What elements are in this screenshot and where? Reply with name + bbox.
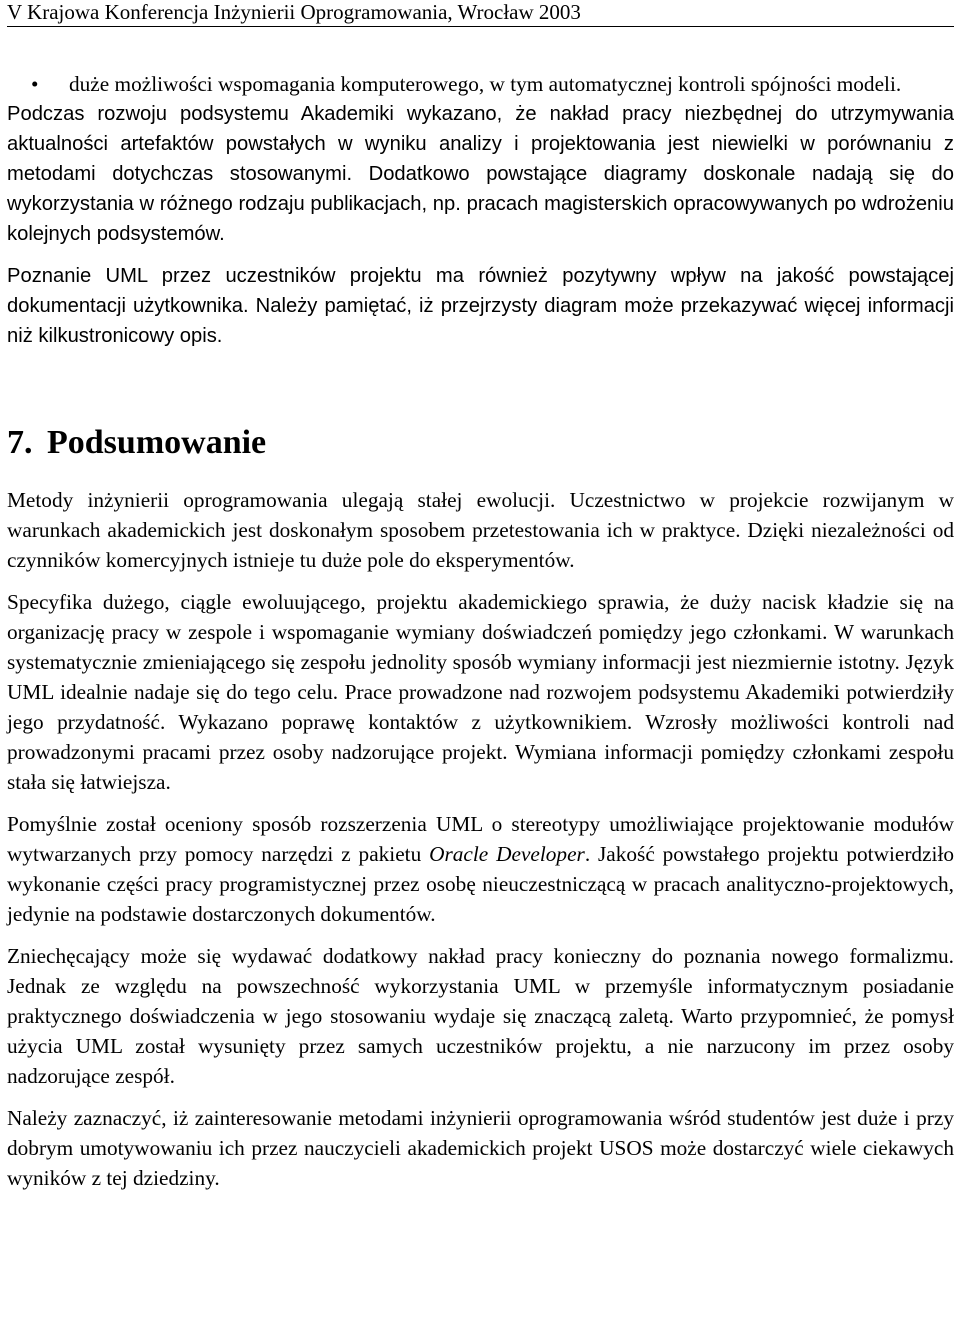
oracle-text-after: . Jakość powstałego projektu potwierdziło wykonanie części pracy programistycznej przez osobę nieuczestniczącą w pracach analityczno-projektowych, jedynie na podstawie dostarczonych dokumentów. [7, 842, 955, 926]
paragraph-interest: Należy zaznaczyć, iż zainteresowanie metodami inżynierii oprogramowania wśród studentów jest duże i przy dobrym umotywowaniu ich przez nauczycieli akademickich projekt USOS może dostarczyć wiele ciekawych wyników z tej dziedziny. [7, 1106, 954, 1190]
paragraph-specifics: Specyfika dużego, ciągle ewoluującego, projektu akademickiego sprawia, że duży nacisk kładzie się na organizację pracy w zespole i wspomaganie wymiany doświadczeń pomiędzy jego członkami. W warunkach systematycznie zmieniającego się zespołu jednolity sposób wymiany informacji jest niezmiernie istotny. Język UML idealnie nadaje się do tego celu. Prace prowadzone nad rozwojem podsystemu Akademiki potwierdziły jego przydatność. Wykazano poprawę kontaktów z użytkownikiem. Wzrosły możliwości kontroli nad prowadzonymi pracami przez osoby nadzorujące projekt. Wymiana informacji pomiędzy członkami zespołu stała się łatwiejsza. [7, 590, 954, 794]
paragraph-documentation: Poznanie UML przez uczestników projektu ma również pozytywny wpływ na jakość powstającej dokumentacji użytkownika. Należy pamiętać, iż przejrzysty diagram może przekazywać więcej informacji niż kilkustronicowy opis. [7, 265, 954, 347]
paragraph-oracle [7, 809, 954, 929]
running-header: V Krajowa Konferencja Inżynierii Oprogramowania, Wrocław 2003 [7, 0, 954, 27]
oracle-product-name: Oracle Developer [429, 842, 585, 866]
bullet-list-item [7, 69, 954, 99]
oracle-text-before: Pomyślnie został oceniony sposób rozszerzenia UML o stereotypy umożliwiające projektowanie modułów wytwarzanych przy pomocy narzędzi z pakietu [7, 812, 954, 866]
section-title: Podsumowanie [47, 424, 267, 461]
bullet-icon: • [31, 72, 39, 96]
paragraph-effort: Podczas rozwoju podsystemu Akademiki wykazano, że nakład pracy niezbędnej do utrzymywania aktualności artefaktów powstałych w wyniku analizy i projektowania jest niewielki w porównaniu z metodami dotychczas stosowanymi. Dodatkowo powstające diagramy doskonale nadają się do wykorzystania w różnego rodzaju publikacjach, np. pracach magisterskich opracowywanych po wdrożeniu kolejnych podsystemów. [7, 103, 954, 245]
section-heading [7, 423, 954, 463]
bullet-text: duże możliwości wspomagania komputerowego, w tym automatycznej kontroli spójności modeli. [69, 72, 902, 96]
document-page [7, 0, 954, 1193]
section-number: 7. [7, 424, 33, 461]
paragraph-discouragement: Zniechęcający może się wydawać dodatkowy nakład pracy konieczny do poznania nowego formalizmu. Jednak ze względu na powszechność wykorzystania UML w przemyśle informatycznym posiadanie praktycznego doświadczenia w jego stosowaniu wydaje się znaczącą zaletą. Warto przypomnieć, że pomysł użycia UML został wysunięty przez samych uczestników projektu, a nie narzucony im przez osoby nadzorujące zespół. [7, 944, 954, 1088]
paragraph-methods: Metody inżynierii oprogramowania ulegają stałej ewolucji. Uczestnictwo w projekcie rozwijanym w warunkach akademickich jest doskonałym sposobem przetestowania ich w praktyce. Dzięki niezależności od czynników komercyjnych istnieje tu duże pole do eksperymentów. [7, 488, 954, 572]
